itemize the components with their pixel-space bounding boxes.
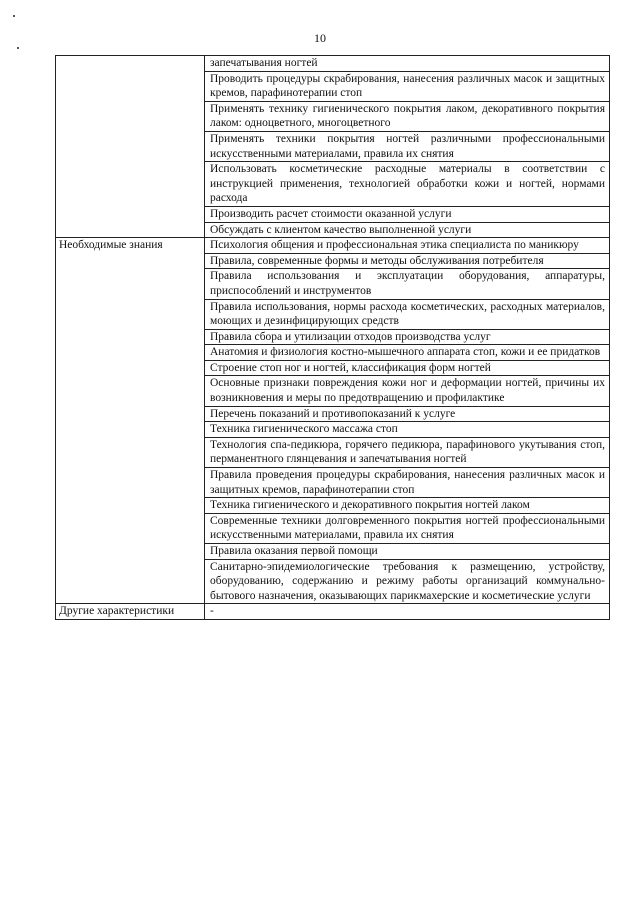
page-number: 10 [314,31,326,45]
table-row [56,56,610,238]
list-item: Использовать косметические расходные материалы в соответствии с инструкцией применения, технологией обработки кожи и ногтей, нормами расхода [205,162,609,207]
row-items [205,604,610,620]
table-row [56,238,610,604]
scan-speck [13,15,15,17]
row-items [205,238,610,604]
list-item: Проводить процедуры скрабирования, нанесения различных масок и защитных кремов, парафинотерапии стоп [205,72,609,102]
list-item: Современные техники долговременного покрытия ногтей профессиональными искусственными материалами, правила их снятия [205,514,609,544]
list-item: Психология общения и профессиональная этика специалиста по маникюру [205,238,609,254]
list-item: Строение стоп ног и ногтей, классификация форм ногтей [205,361,609,377]
row-label: Необходимые знания [56,238,205,604]
list-item: запечатывания ногтей [205,56,609,72]
list-item: Правила сбора и утилизации отходов производства услуг [205,330,609,346]
table-row [56,604,610,620]
row-label [56,56,205,238]
list-item: Применять технику гигиенического покрытия лаком, декоративного покрытия лаком: одноцветного, многоцветного [205,102,609,132]
list-item: Техника гигиенического массажа стоп [205,422,609,438]
list-item: Производить расчет стоимости оказанной услуги [205,207,609,223]
list-item: Правила, современные формы и методы обслуживания потребителя [205,254,609,270]
list-item: Правила использования, нормы расхода косметических, расходных материалов, моющих и дезинфицирующих средств [205,300,609,330]
list-item: Санитарно-эпидемиологические требования к размещению, устройству, оборудованию, содержанию и режиму работы организаций коммунально-бытового назначения, оказывающих парикмахерские и косметические услуги [210,560,605,602]
competency-table [55,55,610,620]
list-item: Обсуждать с клиентом качество выполненной услуги [210,223,472,236]
list-item: Правила проведения процедуры скрабирования, нанесения различных масок и защитных кремов, парафинотерапии стоп [205,468,609,498]
list-item: Технология спа-педикюра, горячего педикюра, парафинового укутывания стоп, перманентного глянцевания и запечатывания ногтей [205,438,609,468]
list-item: Техника гигиенического и декоративного покрытия ногтей лаком [205,498,609,514]
list-item: Применять техники покрытия ногтей различными профессиональными искусственными материалами, правила их снятия [205,132,609,162]
row-label: Другие характеристики [56,604,205,620]
row-items [205,56,610,238]
list-item: - [210,605,214,618]
list-item: Анатомия и физиология костно-мышечного аппарата стоп, кожи и ее придатков [205,345,609,361]
list-item: Правила оказания первой помощи [205,544,609,560]
list-item: Основные признаки повреждения кожи ног и деформации ногтей, причины их возникновения и меры по предотвращению и профилактике [205,376,609,406]
scan-speck [17,47,19,49]
list-item: Перечень показаний и противопоказаний к услуге [205,407,609,423]
list-item: Правила использования и эксплуатации оборудования, аппаратуры, приспособлений и инструментов [205,269,609,299]
